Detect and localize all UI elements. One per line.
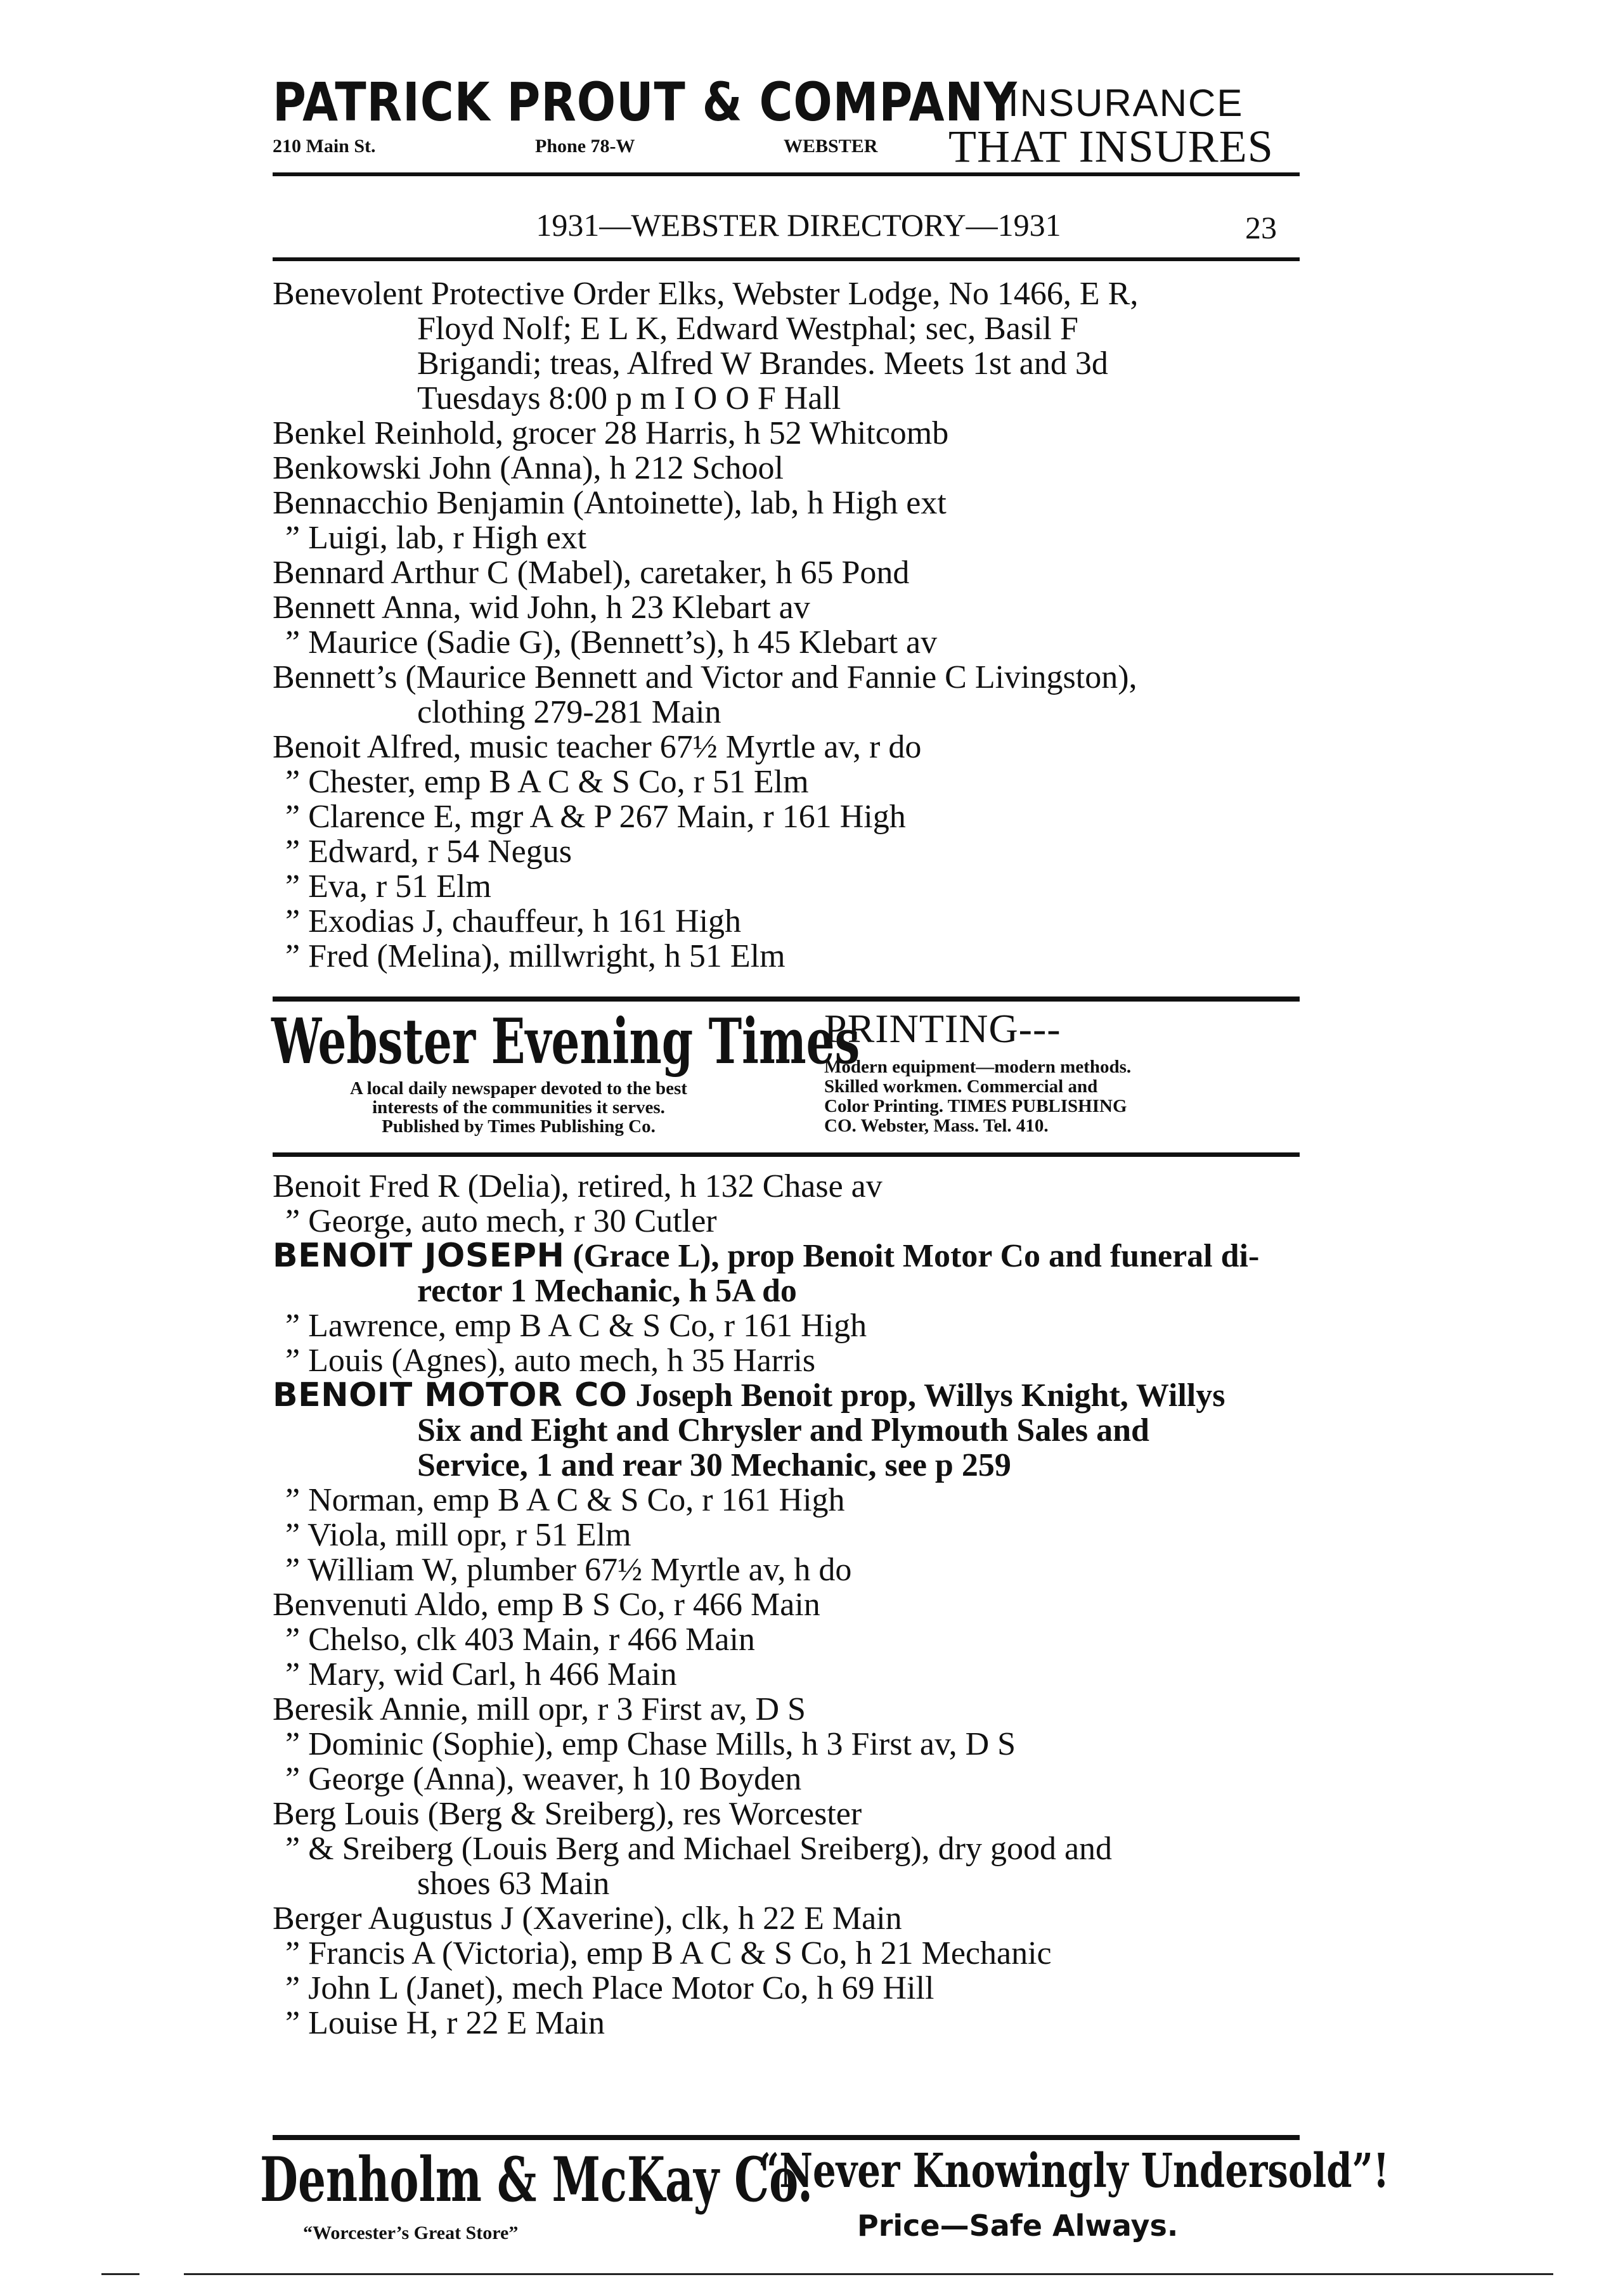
listing-entry-line bbox=[273, 695, 1312, 730]
listing-entry-text: Bennett Anna, wid John, h 23 Klebart av bbox=[273, 590, 810, 626]
mid-ad-bottom-divider bbox=[273, 1152, 1300, 1157]
page-title: 1931—WEBSTER DIRECTORY—1931 bbox=[536, 207, 1061, 243]
bottom-ad-store-name: Denholm & McKay Co. bbox=[260, 2144, 813, 2215]
top-ad-tagline-1: INSURANCE bbox=[1008, 82, 1244, 124]
listing-entry-text: Benoit Alfred, music teacher 67½ Myrtle av, r do bbox=[273, 729, 922, 765]
listing-entry-line bbox=[273, 2006, 1312, 2041]
bottom-ad-subtitle: “Worcester’s Great Store” bbox=[303, 2222, 519, 2243]
listing-entry-text: Benoit Fred R (Delia), retired, h 132 Chase av bbox=[273, 1168, 883, 1204]
listing-entry-line bbox=[273, 590, 1312, 625]
listing-entry-line bbox=[273, 1831, 1312, 1866]
bottom-ad-price-line: Price—Safe Always. bbox=[857, 2209, 1179, 2243]
listing-entry-text: ” Dominic (Sophie), emp Chase Mills, h 3 First av, D S bbox=[285, 1726, 1016, 1762]
listing-entry-line bbox=[273, 1971, 1312, 2006]
listing-entry-line bbox=[273, 381, 1312, 416]
listing-entry-text: Berger Augustus J (Xaverine), clk, h 22 E Main bbox=[273, 1900, 902, 1937]
page-edge-mark bbox=[101, 2273, 139, 2275]
listing-entry-line bbox=[273, 346, 1312, 381]
listing-entry-line bbox=[273, 1796, 1312, 1831]
listing-entry-text: ” Clarence E, mgr A & P 267 Main, r 161 High bbox=[285, 799, 906, 835]
listing-entry-text: ” George, auto mech, r 30 Cutler bbox=[285, 1203, 717, 1239]
listing-entry-line bbox=[273, 1657, 1312, 1692]
listing-entry-line bbox=[273, 276, 1312, 311]
mid-ad-tagline-3: Published by Times Publishing Co. bbox=[382, 1116, 656, 1137]
listing-entry-line bbox=[273, 1204, 1312, 1239]
listing-entry-line bbox=[273, 730, 1312, 764]
listing-entry-name: BENOIT MOTOR CO bbox=[273, 1376, 628, 1414]
listing-entry-text: ” Louis (Agnes), auto mech, h 35 Harris bbox=[285, 1343, 816, 1379]
listing-entry-text: ” John L (Janet), mech Place Motor Co, h 69 Hill bbox=[285, 1970, 934, 2006]
directory-listing-b bbox=[273, 1169, 1312, 2041]
listing-entry-text: ” Luigi, lab, r High ext bbox=[285, 520, 587, 556]
listing-entry-line bbox=[273, 1901, 1312, 1936]
listing-entry-text: Service, 1 and rear 30 Mechanic, see p 259 bbox=[417, 1447, 1011, 1483]
listing-entry-text: ” Maurice (Sadie G), (Bennett’s), h 45 Klebart av bbox=[285, 624, 938, 661]
listing-entry-line bbox=[273, 1169, 1312, 1204]
listing-entry-text: Tuesdays 8:00 p m I O O F Hall bbox=[417, 380, 841, 416]
top-ad-divider bbox=[273, 172, 1300, 176]
listing-entry-text: ” Norman, emp B A C & S Co, r 161 High bbox=[285, 1482, 845, 1518]
listing-entry-line bbox=[273, 1866, 1312, 1901]
listing-entry-line bbox=[273, 799, 1312, 834]
listing-entry-line bbox=[273, 520, 1312, 555]
listing-entry-text: Bennard Arthur C (Mabel), caretaker, h 65 Pond bbox=[273, 555, 910, 591]
listing-entry-line bbox=[273, 904, 1312, 939]
listing-entry-line bbox=[273, 311, 1312, 346]
listing-entry-line bbox=[273, 1239, 1312, 1274]
listing-entry-line bbox=[273, 939, 1312, 974]
listing-entry-text: ” Edward, r 54 Negus bbox=[285, 834, 572, 870]
listing-entry-line bbox=[273, 1413, 1312, 1448]
listing-entry-text: shoes 63 Main bbox=[417, 1866, 610, 1902]
listing-entry-text: ” Mary, wid Carl, h 466 Main bbox=[285, 1656, 677, 1693]
listing-entry-text: clothing 279-281 Main bbox=[417, 694, 721, 730]
header-divider bbox=[273, 257, 1300, 261]
listing-entry-text: ” Lawrence, emp B A C & S Co, r 161 High bbox=[285, 1308, 867, 1344]
mid-ad-top-divider bbox=[273, 996, 1300, 1002]
listing-entry-text: Berg Louis (Berg & Sreiberg), res Worcester bbox=[273, 1796, 862, 1832]
listing-entry-line bbox=[273, 1727, 1312, 1762]
mid-ad-tagline-2: interests of the communities it serves. bbox=[372, 1097, 665, 1118]
listing-entry-text: (Grace L), prop Benoit Motor Co and funeral di- bbox=[564, 1238, 1260, 1274]
mid-ad-printing-line-2: Skilled workmen. Commercial and bbox=[824, 1076, 1098, 1097]
bottom-ad-slogan: “Never Knowingly Undersold”! bbox=[758, 2144, 1390, 2198]
listing-entry-text: Bennett’s (Maurice Bennett and Victor and Fannie C Livingston), bbox=[273, 659, 1137, 695]
top-ad-company-name: PATRICK PROUT & COMPANY bbox=[273, 71, 1018, 133]
listing-entry-line bbox=[273, 1378, 1312, 1413]
top-ad-address: 210 Main St. bbox=[273, 136, 376, 157]
listing-entry-text: Floyd Nolf; E L K, Edward Westphal; sec, Basil F bbox=[417, 311, 1078, 347]
page-bottom-rule bbox=[184, 2273, 1553, 2275]
listing-entry-line bbox=[273, 1762, 1312, 1796]
listing-entry-line bbox=[273, 1448, 1312, 1483]
listing-entry-line bbox=[273, 1552, 1312, 1587]
listing-entry-text: ” Viola, mill opr, r 51 Elm bbox=[285, 1517, 631, 1553]
page-number: 23 bbox=[1245, 210, 1277, 245]
listing-entry-line bbox=[273, 1622, 1312, 1657]
mid-ad-tagline-1: A local daily newspaper devoted to the best bbox=[350, 1078, 687, 1099]
top-ad-city: WEBSTER bbox=[784, 136, 878, 157]
listing-entry-text: Brigandi; treas, Alfred W Brandes. Meets 1st and 3d bbox=[417, 345, 1108, 382]
listing-entry-text: Benvenuti Aldo, emp B S Co, r 466 Main bbox=[273, 1587, 820, 1623]
listing-entry-text: Six and Eight and Chrysler and Plymouth Sales and bbox=[417, 1412, 1149, 1448]
listing-entry-line bbox=[273, 869, 1312, 904]
listing-entry-line bbox=[273, 555, 1312, 590]
listing-entry-text: Benkel Reinhold, grocer 28 Harris, h 52 Whitcomb bbox=[273, 415, 949, 451]
listing-entry-text: ” Chelso, clk 403 Main, r 466 Main bbox=[285, 1622, 755, 1658]
listing-entry-text: Benevolent Protective Order Elks, Webster Lodge, No 1466, E R, bbox=[273, 276, 1139, 312]
listing-entry-line bbox=[273, 1274, 1312, 1308]
listing-entry-line bbox=[273, 416, 1312, 451]
listing-entry-text: ” Chester, emp B A C & S Co, r 51 Elm bbox=[285, 764, 809, 800]
listing-entry-line bbox=[273, 1692, 1312, 1727]
mid-ad-tagline bbox=[271, 1079, 766, 1136]
listing-entry-line bbox=[273, 1936, 1312, 1971]
listing-entry-line bbox=[273, 1587, 1312, 1622]
listing-entry-line bbox=[273, 486, 1312, 520]
listing-entry-text: ” Eva, r 51 Elm bbox=[285, 868, 491, 905]
listing-entry-text: ” & Sreiberg (Louis Berg and Michael Sreiberg), dry good and bbox=[285, 1831, 1113, 1867]
bottom-ad-divider bbox=[273, 2135, 1300, 2140]
listing-entry-line bbox=[273, 1343, 1312, 1378]
listing-entry-text: ” Exodias J, chauffeur, h 161 High bbox=[285, 903, 742, 939]
listing-entry-line bbox=[273, 1518, 1312, 1552]
listing-entry-text: Beresik Annie, mill opr, r 3 First av, D S bbox=[273, 1691, 806, 1727]
listing-entry-text: Bennacchio Benjamin (Antoinette), lab, h High ext bbox=[273, 485, 947, 521]
listing-entry-text: ” William W, plumber 67½ Myrtle av, h do bbox=[285, 1552, 852, 1588]
listing-entry-line bbox=[273, 625, 1312, 660]
listing-entry-line bbox=[273, 451, 1312, 486]
mid-ad-printing-line-3: Color Printing. TIMES PUBLISHING bbox=[824, 1096, 1127, 1116]
listing-entry-text: ” George (Anna), weaver, h 10 Boyden bbox=[285, 1761, 802, 1797]
listing-entry-line bbox=[273, 764, 1312, 799]
listing-entry-line bbox=[273, 660, 1312, 695]
top-ad-phone: Phone 78-W bbox=[535, 136, 635, 157]
listing-entry-text: ” Louise H, r 22 E Main bbox=[285, 2005, 605, 2041]
listing-entry-text: rector 1 Mechanic, h 5A do bbox=[417, 1273, 797, 1309]
listing-entry-text: Benkowski John (Anna), h 212 School bbox=[273, 450, 784, 486]
mid-ad-newspaper-name: Webster Evening Times bbox=[271, 1005, 860, 1078]
listing-entry-line bbox=[273, 1483, 1312, 1518]
listing-entry-name: BENOIT JOSEPH bbox=[273, 1237, 565, 1275]
listing-entry-text: ” Francis A (Victoria), emp B A C & S Co, h 21 Mechanic bbox=[285, 1935, 1052, 1971]
mid-ad-printing-body bbox=[824, 1057, 1306, 1136]
listing-entry-line bbox=[273, 834, 1312, 869]
mid-ad-printing-line-1: Modern equipment—modern methods. bbox=[824, 1057, 1132, 1077]
mid-ad-printing-heading: PRINTING--- bbox=[824, 1006, 1061, 1051]
mid-ad-printing-line-4: CO. Webster, Mass. Tel. 410. bbox=[824, 1116, 1049, 1136]
listing-entry-line bbox=[273, 1308, 1312, 1343]
top-ad-tagline-2: THAT INSURES bbox=[948, 121, 1274, 172]
listing-entry-text: ” Fred (Melina), millwright, h 51 Elm bbox=[285, 938, 786, 974]
directory-listing-a bbox=[273, 276, 1312, 974]
listing-entry-text: Joseph Benoit prop, Willys Knight, Willys bbox=[627, 1377, 1225, 1414]
